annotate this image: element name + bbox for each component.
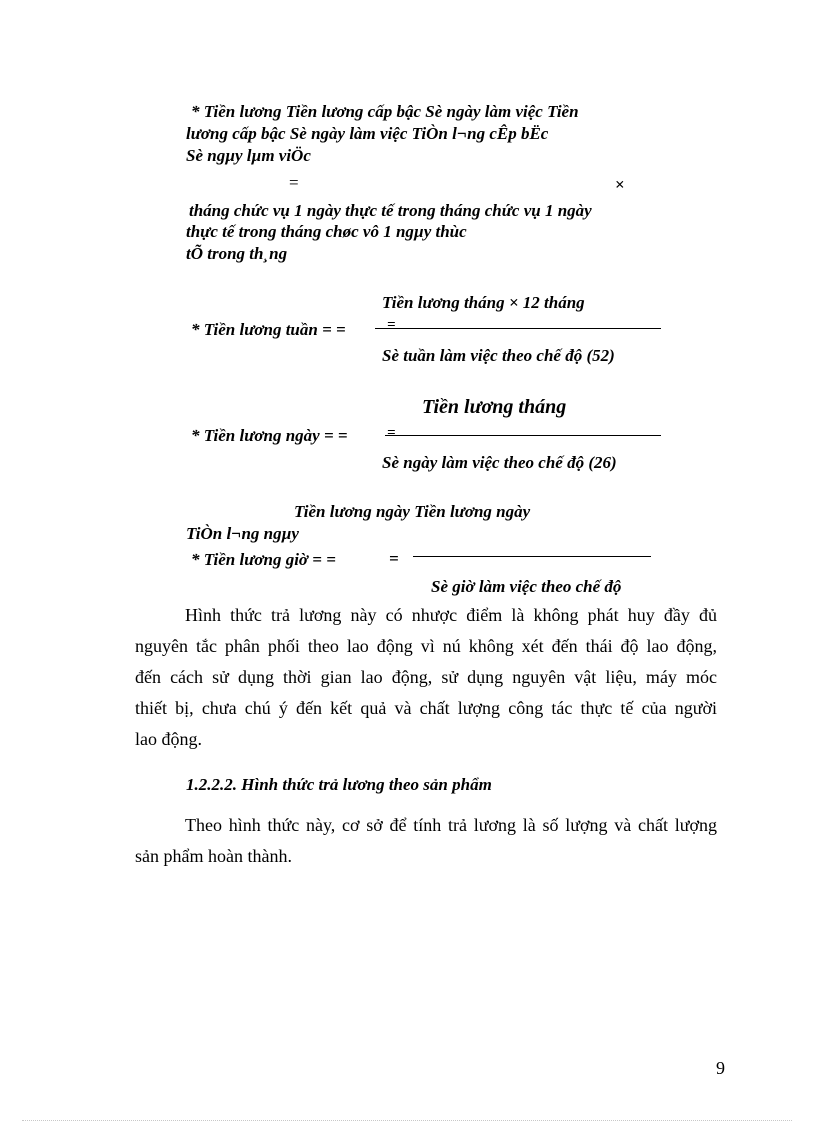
paragraph-line: đến cách sử dụng thời gian lao động, sử dụng nguyên vật liệu, máy móc	[135, 667, 717, 687]
formula-hour-eq: =	[389, 549, 399, 568]
formula-week-label: * Tiền lương tuần = =	[191, 320, 346, 339]
formula-day-label: * Tiền lương ngày = =	[191, 426, 348, 445]
formula-daily-line4: tháng chức vụ 1 ngày thực tế trong tháng chức vụ 1 ngày	[189, 201, 592, 220]
formula-week-denominator: Sè tuần làm việc theo chế độ (52)	[382, 346, 615, 365]
paragraph-line: nguyên tắc phân phối theo lao động vì nú không xét đến thái độ lao động,	[135, 636, 717, 656]
formula-week-numerator: Tiền lương tháng × 12 tháng	[382, 293, 585, 312]
formula-daily-equals: =	[289, 173, 299, 192]
paragraph-line: sản phẩm hoàn thành.	[135, 846, 292, 866]
formula-hour-label: * Tiền lương giờ = =	[191, 550, 336, 569]
formula-daily-times: ×	[615, 175, 625, 194]
formula-hour-numerator: Tiền lương ngày Tiền lương ngày	[294, 502, 531, 521]
formula-daily-line5: thực tế trong tháng chøc vô 1 ngµy thùc	[186, 222, 467, 241]
page-bottom-rule	[22, 1120, 792, 1121]
formula-day-bar-prefix: =	[387, 425, 396, 441]
formula-week-bar-prefix: =	[387, 317, 396, 333]
formula-hour-denominator: Sè giờ làm việc theo chế độ	[431, 577, 622, 596]
formula-day-numerator: Tiền lương tháng	[422, 396, 567, 418]
formula-daily-line6: tÕ trong th¸ng	[186, 244, 288, 263]
section-heading: 1.2.2.2. Hình thức trả lương theo sản phẩm	[186, 775, 492, 794]
formula-hour-fraction-bar	[413, 556, 651, 557]
formula-day-fraction-bar	[385, 435, 661, 436]
formula-week-fraction-bar	[375, 328, 661, 329]
paragraph-time-wage-drawbacks	[135, 600, 717, 755]
formula-day-denominator: Sè ngày làm việc theo chế độ (26)	[382, 453, 617, 472]
formula-hour-line2: TiÒn l¬ng ngµy	[186, 524, 299, 543]
paragraph-line: lao động.	[135, 729, 202, 749]
page-number: 9	[716, 1058, 725, 1078]
formula-daily-line3: Sè ngµy lµm viÖc	[186, 146, 311, 165]
paragraph-line: Theo hình thức này, cơ sở để tính trả lương là số lượng và chất lượng	[185, 815, 717, 835]
formula-daily-line2: lương cấp bậc Sè ngày làm việc TiÒn l¬ng cÊp bËc	[186, 124, 549, 143]
paragraph-line: Hình thức trả lương này có nhược điểm là không phát huy đầy đủ	[185, 605, 717, 625]
formula-daily-line1: * Tiền lương Tiền lương cấp bậc Sè ngày làm việc Tiền	[191, 102, 579, 121]
paragraph-line: thiết bị, chưa chú ý đến kết quả và chất lượng công tác thực tế của người	[135, 698, 717, 718]
paragraph-product-wage	[135, 810, 717, 872]
